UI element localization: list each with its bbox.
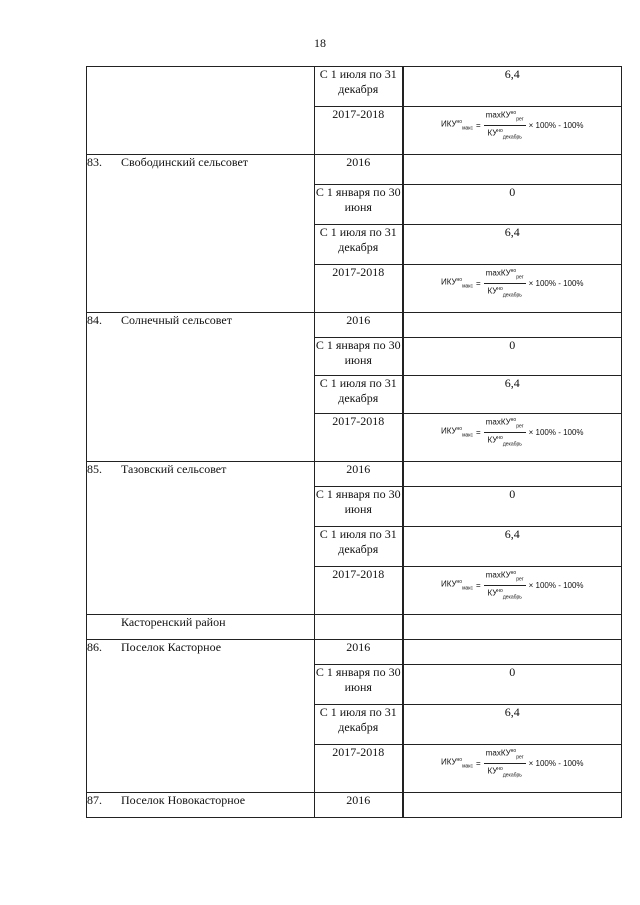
name-cell: 84. Солнечный сельсовет [87, 313, 315, 462]
period-cell [315, 615, 403, 640]
formula-cell [403, 745, 622, 793]
value-cell [403, 793, 622, 818]
value-cell [403, 615, 622, 640]
formula: $ИКУ^{но}_{макс}$ = $\frac{\max КУ^{но}_{рег}}{КУ^{но}_{декабрь}}$ × 100% - 100% [440, 110, 584, 141]
period-cell: С 1 июля по 31 декабря [315, 527, 403, 567]
name-cell: 87. Поселок Новокасторное [87, 793, 315, 818]
value-cell: 0 [403, 185, 622, 225]
period-cell: 2016 [315, 793, 403, 818]
value-cell: 6,4 [403, 527, 622, 567]
value-cell [403, 155, 622, 185]
value-cell: 6,4 [403, 67, 622, 107]
value-cell: 6,4 [403, 225, 622, 265]
period-cell: С 1 января по 30 июня [315, 487, 403, 527]
table-row [87, 155, 622, 185]
period-cell: С 1 июля по 31 декабря [315, 376, 403, 414]
formula: $ИКУ^{но}_{макс}$ = $\frac{\max КУ^{но}_{рег}}{КУ^{но}_{декабрь}}$ × 100% - 100% [440, 748, 584, 779]
period-cell: С 1 июля по 31 декабря [315, 225, 403, 265]
period-cell: С 1 января по 30 июня [315, 338, 403, 376]
formula-cell [403, 414, 622, 462]
table-row [87, 640, 622, 665]
value-cell [403, 313, 622, 338]
period-cell: 2016 [315, 313, 403, 338]
district-cell: Касторенский район [87, 615, 315, 640]
period-cell: 2017-2018 [315, 107, 403, 155]
formula-cell [403, 265, 622, 313]
name-cell: 85. Тазовский сельсовет [87, 462, 315, 615]
page-number: 18 [314, 36, 326, 50]
period-cell: 2016 [315, 155, 403, 185]
period-cell: 2017-2018 [315, 745, 403, 793]
period-cell: С 1 июля по 31 декабря [315, 705, 403, 745]
value-cell: 0 [403, 665, 622, 705]
value-cell [403, 462, 622, 487]
table-row [87, 793, 622, 818]
name-cell: 83. Свободинский сельсовет [87, 155, 315, 313]
table-row [87, 615, 622, 640]
period-cell: 2017-2018 [315, 414, 403, 462]
name-cell-empty [87, 67, 315, 155]
value-cell [403, 640, 622, 665]
name-cell: 86. Поселок Касторное [87, 640, 315, 793]
tariff-table [86, 66, 622, 818]
period-cell: 2017-2018 [315, 567, 403, 615]
formula: $ИКУ^{но}_{макс}$ = $\frac{\max КУ^{но}_{рег}}{КУ^{но}_{декабрь}}$ × 100% - 100% [440, 417, 584, 448]
formula-cell [403, 107, 622, 155]
value-cell: 6,4 [403, 376, 622, 414]
period-cell: С 1 июля по 31 декабря [315, 67, 403, 107]
value-cell: 0 [403, 487, 622, 527]
table-row [87, 462, 622, 487]
formula: $ИКУ^{но}_{макс}$ = $\frac{\max КУ^{но}_{рег}}{КУ^{но}_{декабрь}}$ × 100% - 100% [440, 268, 584, 299]
period-cell: 2016 [315, 462, 403, 487]
period-cell: 2017-2018 [315, 265, 403, 313]
period-cell: 2016 [315, 640, 403, 665]
period-cell: С 1 января по 30 июня [315, 665, 403, 705]
table-row [87, 313, 622, 338]
period-cell: С 1 января по 30 июня [315, 185, 403, 225]
table-row [87, 67, 622, 107]
formula: $ИКУ^{но}_{макс}$ = $\frac{\max КУ^{но}_{рег}}{КУ^{но}_{декабрь}}$ × 100% - 100% [440, 570, 584, 601]
value-cell: 0 [403, 338, 622, 376]
formula-cell [403, 567, 622, 615]
value-cell: 6,4 [403, 705, 622, 745]
